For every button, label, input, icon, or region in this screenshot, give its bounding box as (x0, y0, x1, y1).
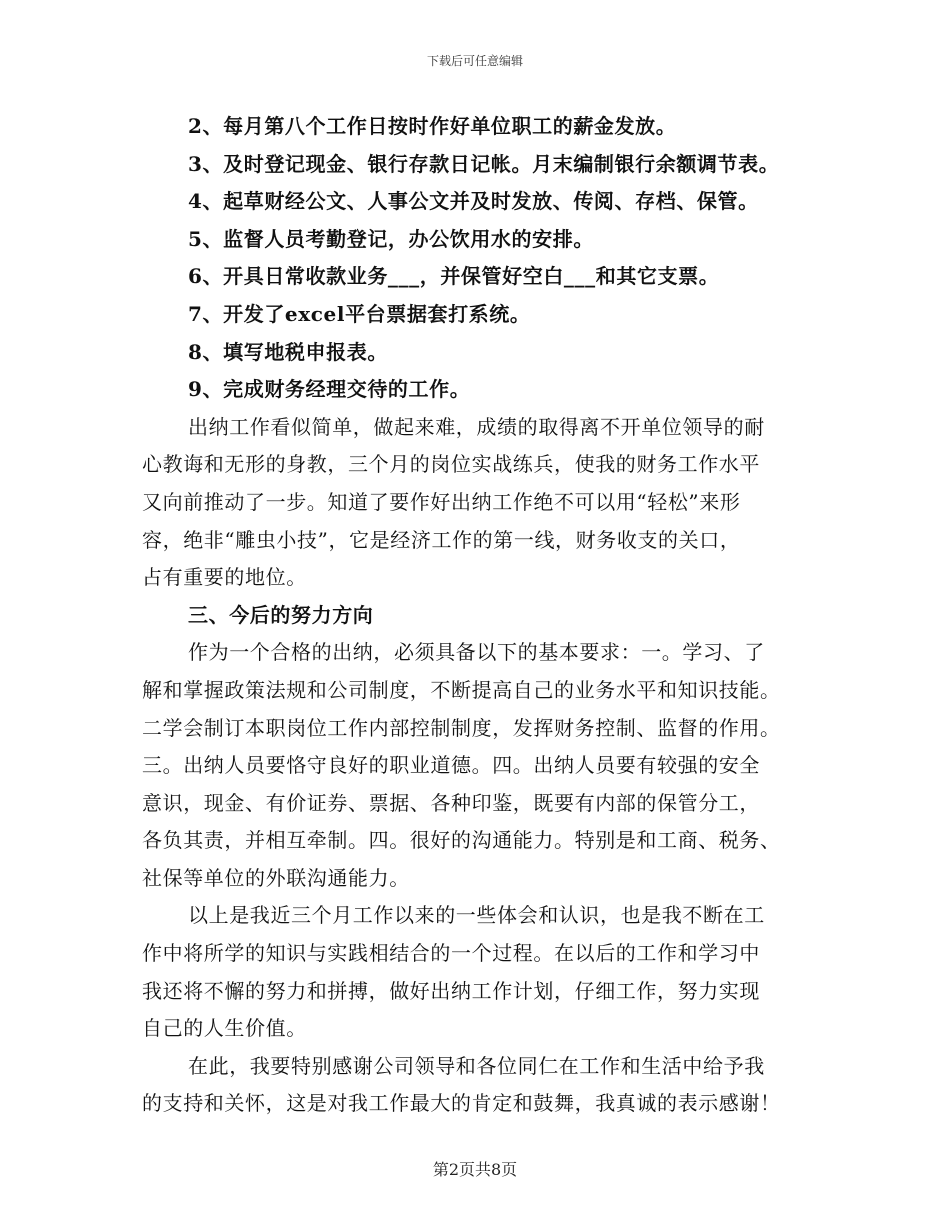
paragraph-line: 社保等单位的外联沟通能力。 (142, 865, 410, 890)
section-heading: 三、今后的努力方向 (188, 602, 374, 627)
list-item: 9、完成财务经理交待的工作。 (188, 377, 471, 402)
list-item: 2、每月第八个工作日按时作好单位职工的薪金发放。 (188, 114, 677, 138)
header-note: 下载后可任意编辑 (426, 54, 523, 68)
paragraph-summary (142, 897, 810, 1047)
list-item: 4、起草财经公文、人事公文并及时发放、传阅、存档、保管。 (188, 189, 759, 214)
list-item: 6、开具日常收款业务___，并保管好空白___和其它支票。 (188, 264, 720, 289)
page-number: 第2页共8页 (432, 1160, 518, 1179)
document-body (142, 108, 810, 1123)
paragraph-line: 二学会制订本职岗位工作内部控制制度，发挥财务控制、监督的作用。 (142, 715, 781, 740)
paragraph-line: 的支持和关怀，这是对我工作最大的肯定和鼓舞，我真诚的表示感谢！ (142, 1091, 781, 1116)
paragraph-line: 作中将所学的知识与实践相结合的一个过程。在以后的工作和学习中 (142, 941, 760, 966)
paragraph-line: 作为一个合格的出纳，必须具备以下的基本要求：一。学习、了 (188, 640, 765, 665)
paragraph-line: 各负其责，并相互牵制。四。很好的沟通能力。特别是和工商、税务、 (142, 828, 781, 853)
duty-list (142, 108, 810, 409)
paragraph-line: 意识，现金、有价证券、票据、各种印鉴，既要有内部的保管分工， (142, 790, 760, 815)
paragraph-line: 我还将不懈的努力和拼搏，做好出纳工作计划，仔细工作，努力实现 (142, 978, 760, 1003)
paragraph-line: 三。出纳人员要恪守良好的职业道德。四。出纳人员要有较强的安全 (142, 753, 760, 778)
paragraph-reflection (142, 409, 810, 597)
list-item: 8、填写地税申报表。 (188, 339, 388, 364)
paragraph-line: 占有重要的地位。 (142, 565, 307, 590)
paragraph-line: 容，绝非“雕虫小技”，它是经济工作的第一线，财务收支的关口， (142, 527, 741, 552)
list-item: 3、及时登记现金、银行存款日记帐。月末编制银行余额调节表。 (188, 151, 780, 176)
paragraph-line: 在此，我要特别感谢公司领导和各位同仁在工作和生活中给予我 (188, 1053, 765, 1078)
paragraph-line: 心教诲和无形的身教，三个月的岗位实战练兵，使我的财务工作水平 (142, 452, 760, 477)
paragraph-line: 以上是我近三个月工作以来的一些体会和认识，也是我不断在工 (188, 903, 765, 928)
paragraph-thanks (142, 1048, 810, 1123)
paragraph-requirements (142, 634, 810, 897)
paragraph-line: 解和掌握政策法规和公司制度，不断提高自己的业务水平和知识技能。 (142, 677, 781, 702)
list-item: 7、开发了excel平台票据套打系统。 (188, 301, 531, 326)
paragraph-line: 又向前推动了一步。知道了要作好出纳工作绝不可以用“轻松”来形 (142, 489, 741, 514)
paragraph-line: 自己的人生价值。 (142, 1016, 307, 1041)
list-item: 5、监督人员考勤登记，办公饮用水的安排。 (188, 226, 594, 251)
paragraph-line: 出纳工作看似简单，做起来难，成绩的取得离不开单位领导的耐 (188, 414, 765, 439)
